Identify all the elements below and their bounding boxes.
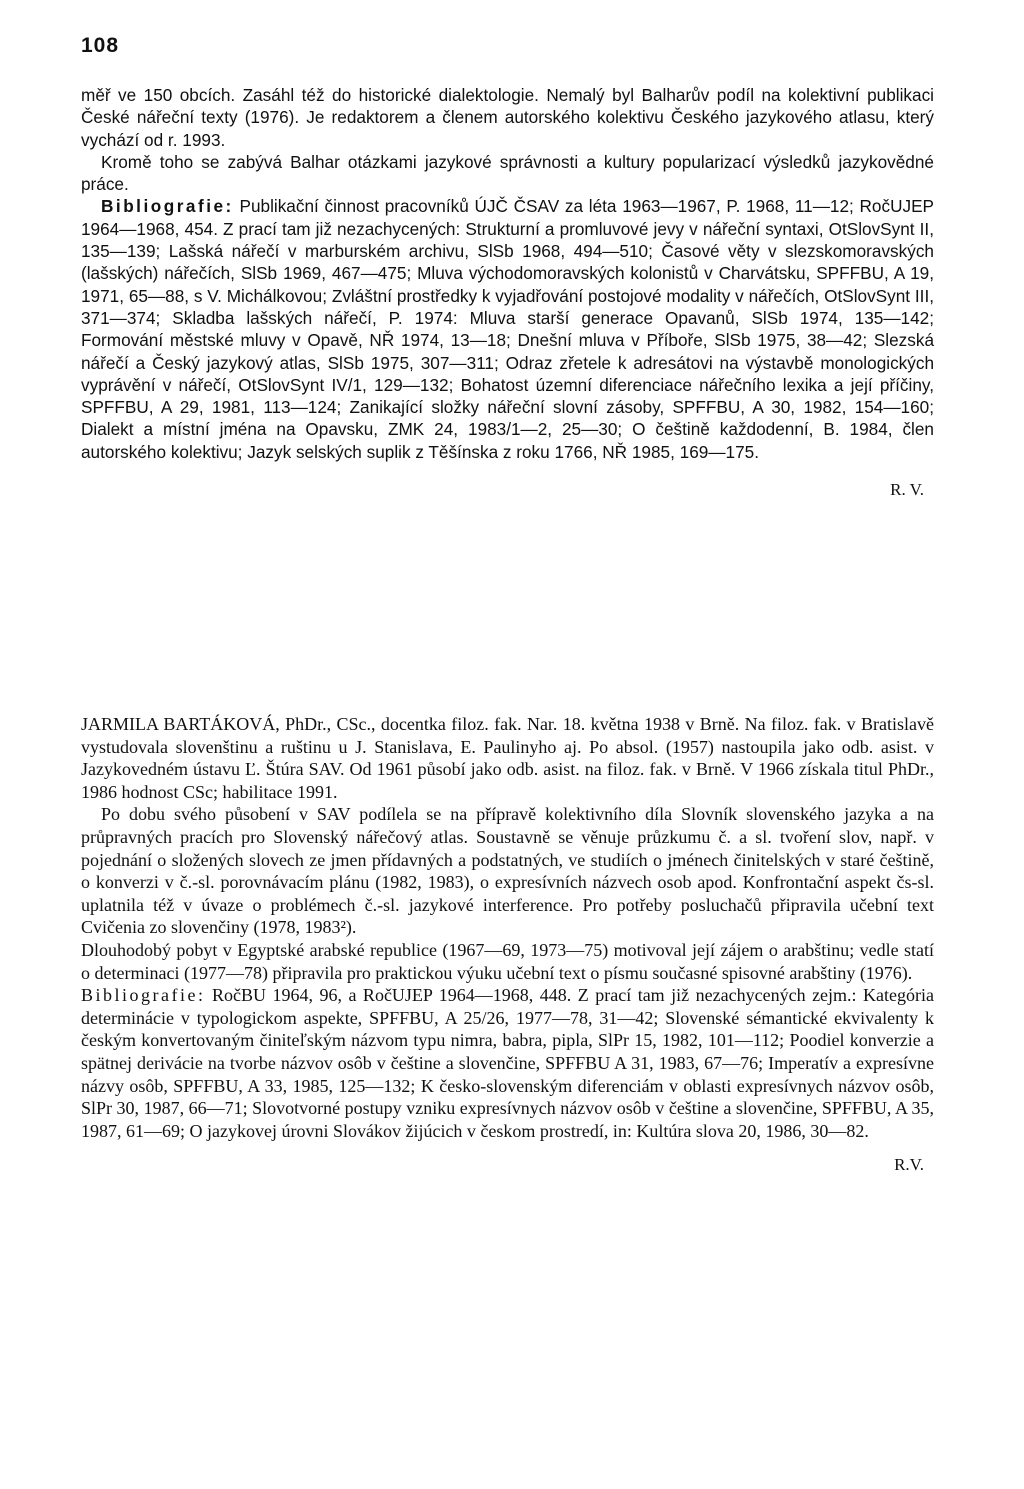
entry-balhar-bibliography bbox=[81, 195, 934, 463]
entry-balhar-paragraph-2: Kromě toho se zabývá Balhar otázkami jazykové správnosti a kultury popularizací výsledků jazykovědné práce. bbox=[81, 151, 934, 195]
entry-balhar bbox=[81, 84, 934, 501]
entry-balhar-paragraph-1: měř ve 150 obcích. Zasáhl též do historické dialektologie. Nemalý byl Balharův podíl na kolektivní publikaci České nářeční texty (1976). Je redaktorem a členem autorského kolektivu Českého jazykového atlasu, který vychází od r. 1993. bbox=[81, 85, 934, 150]
entry-bartakova-paragraph-3: Dlouhodobý pobyt v Egyptské arabské republice (1967—69, 1973—75) motivoval její zájem o arabštinu; vedle statí o determinaci (1977—78) připravila pro praktickou výuku učební text o písmu současné spisovné arabštiny (1976). bbox=[81, 939, 934, 983]
entry-bartakova-paragraph-1: JARMILA BARTÁKOVÁ, PhDr., CSc., docentka filoz. fak. Nar. 18. května 1938 v Brně. Na filoz. fak. v Bratislavě vystudovala slovenštinu a ruštinu u J. Stanislava, E. Paulinyho aj. Po absol. (1957) nastoupila jako odb. asist. v Jazykovedném ústavu Ľ. Štúra SAV. Od 1961 působí jako odb. asist. na filoz. fak. v Brně. V 1966 získala titul PhDr., 1986 hodnost CSc; habilitace 1991. bbox=[81, 714, 934, 802]
bibliography-text: RočBU 1964, 96, a RočUJEP 1964—1968, 448. Z prací tam již nezachycených zejm.: Kategória determinácie v typologickom aspekte, SPFFBU, A 25/26, 1977—78, 31—42; Slovenské sémantické ekvivalenty k českým konvertovaným činiteľským názvom typu nimra, babra, pipla, SlPr 15, 1982, 101—112; Poodiel konverzie a spätnej derivácie na tvorbe názvov osôb v češtine a slovenčine, SPFFBU A 31, 1983, 67—76; Imperatív a expresívne názvy osôb, SPFFBU, A 33, 1985, 125—132; K česko-slovenským diferenciám v oblasti expresívnych názvov osôb, SlPr 30, 1987, 66—71; Slovotvorné postupy vzniku expresívnych názvov osôb v češtine a slovenčine, SPFFBU, A 35, 1987, 61—69; O jazykovej úrovni Slovákov žijúcich v českom prostredí, in: Kultúra slova 20, 1986, 30—82. bbox=[81, 985, 935, 1141]
bibliography-text: Publikační činnost pracovníků ÚJČ ČSAV za léta 1963—1967, P. 1968, 11—12; RočUJEP 1964—1968, 454. Z prací tam již nezachycených: Strukturní a promluvové jevy v nářeční syntaxi, OtSlovSynt II, 135—139; Lašská nářečí v marburském archivu, SlSb 1968, 494—510; Časové věty v slezskomoravských (lašských) nářečích, SlSb 1969, 467—475; Mluva východomoravských kolonistů v Charvátsku, SPFFBU, A 19, 1971, 65—88, s V. Michálkovou; Zvláštní prostředky k vyjadřování postojové modality v nářečích, OtSlovSynt III, 371—374; Skladba lašských nářečí, P. 1974: Mluva starší generace Opavanů, SlSb 1974, 135—142; Formování městské mluvy v Opavě, NŘ 1974, 13—18; Dnešní mluva v Příboře, SlSb 1975, 38—42; Slezská nářečí a Český jazykový atlas, SlSb 1975, 307—311; Odraz zřetele k adresátovi na výstavbě monologických vyprávění v nářečí, OtSlovSynt IV/1, 129—132; Bohatost územní diferenciace nářečního lexika a její příčiny, SPFFBU, A 29, 1981, 113—124; Zanikající složky nářeční slovní zásoby, SPFFBU, A 30, 1982, 154—160; Dialekt a místní jména na Opavsku, ZMK 24, 1983/1—2, 25—30; O češtině každodenní, B. 1984, člen autorského kolektivu; Jazyk selských suplik z Těšínska z roku 1766, NŘ 1985, 169—175. bbox=[81, 196, 934, 462]
author-signature: R.V. bbox=[894, 1155, 924, 1175]
page-number: 108 bbox=[81, 34, 120, 57]
entry-bartakova-paragraph-2: Po dobu svého působení v SAV podílela se na přípravě kolektivního díla Slovník slovenského jazyka a na průpravných pracích pro Slovenský nářečový atlas. Soustavně se věnuje průzkumu č. a sl. tvoření slov, např. v pojednání o složených slovech ze jmen přídavných a podstatných, ve studiích o jménech činitelských v staré češtině, o konverzi v č.-sl. porovnávacím plánu (1982, 1983), o expresívních názvech osob apod. Konfrontační aspekt čs-sl. uplatnila též v úvaze o problémech č.-sl. jazykové interference. Pro potřeby posluchačů připravila učební text Cvičenia zo slovenčiny (1978, 1983²). bbox=[81, 804, 934, 938]
entry-bartakova-bibliography bbox=[81, 984, 934, 1142]
bibliography-label: Bibliografie: bbox=[81, 985, 206, 1006]
author-signature: R. V. bbox=[890, 480, 924, 500]
bibliography-label: Bibliografie: bbox=[101, 196, 234, 217]
entry-bartakova bbox=[81, 713, 934, 1177]
